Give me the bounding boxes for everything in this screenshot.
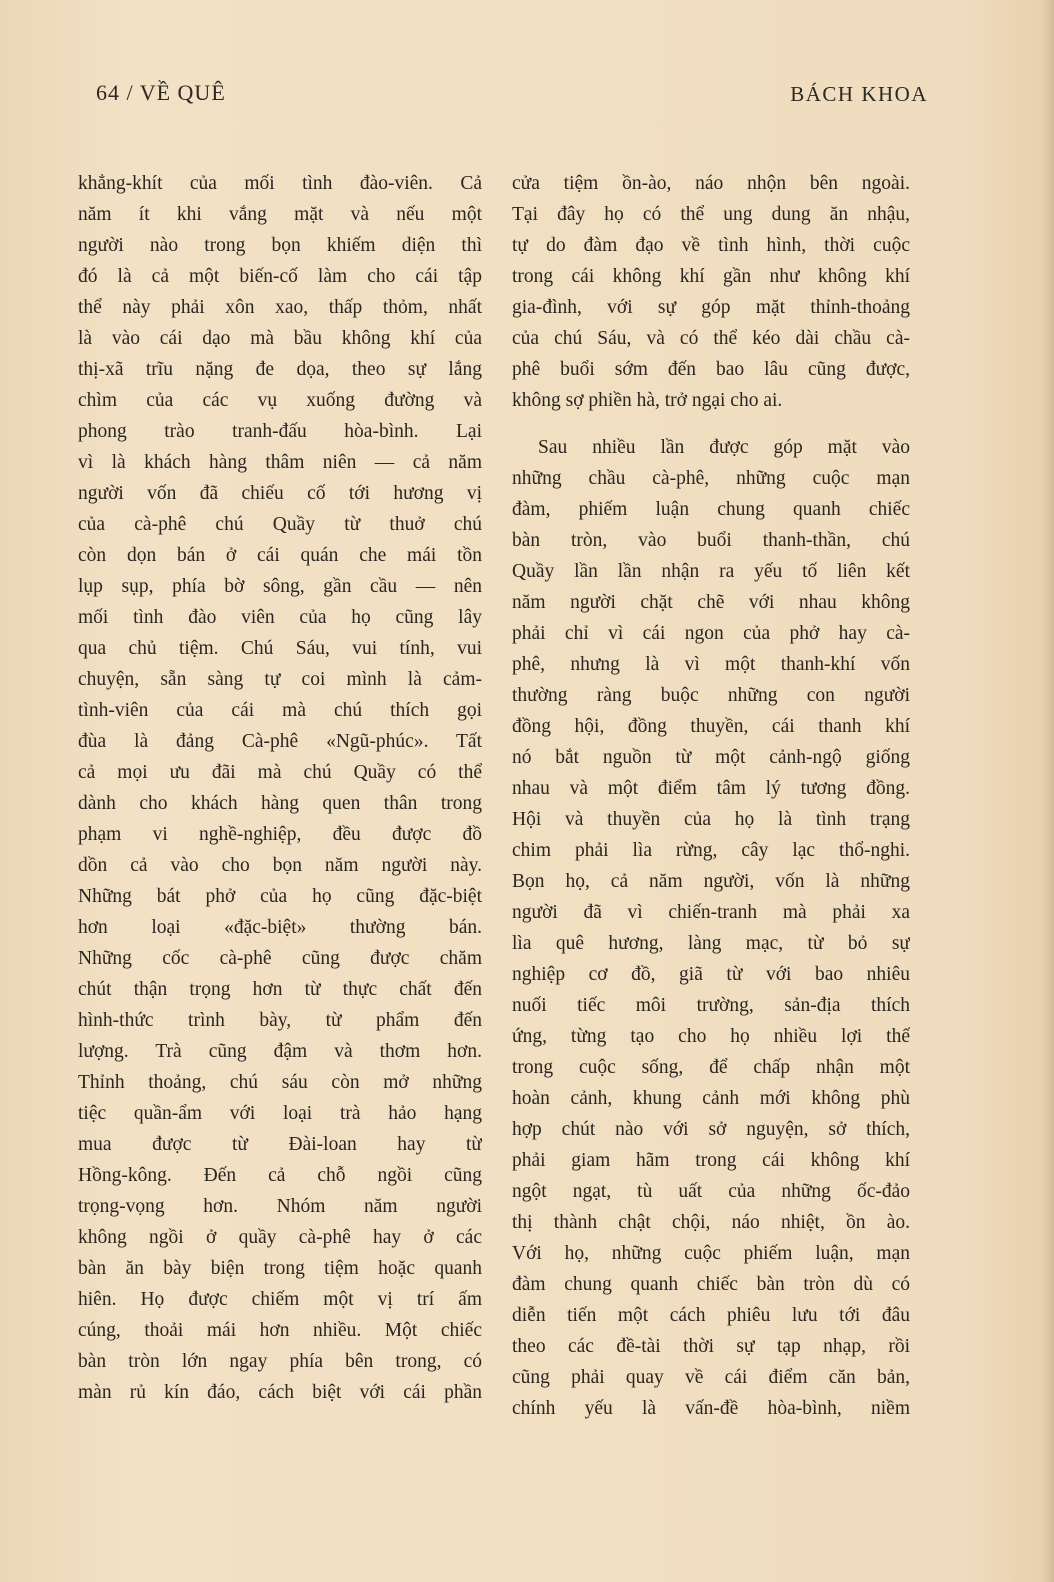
- text-line: trong cái không khí gần như không khí: [512, 266, 910, 287]
- text-line: hình-thức trình bày, từ phẩm đến: [78, 1010, 482, 1031]
- text-line: tiệc quần-ẩm với loại trà hảo hạng: [78, 1103, 482, 1124]
- text-line: những chầu cà-phê, những cuộc mạn: [512, 468, 910, 489]
- text-line: diễn tiến một cách phiêu lưu tới đâu: [512, 1305, 910, 1326]
- text-line: gia-đình, với sự góp mặt thỉnh-thoảng: [512, 297, 910, 318]
- text-line: còn dọn bán ở cái quán che mái tồn: [78, 545, 482, 566]
- text-line: thể này phải xôn xao, thấp thỏm, nhất: [78, 297, 482, 318]
- text-line: không sợ phiền hà, trở ngại cho ai.: [512, 390, 783, 411]
- text-line: dồn cả vào cho bọn năm người này.: [78, 855, 482, 876]
- right-column: [512, 168, 910, 1424]
- text-line: nghiệp cơ đồ, giã từ với bao nhiêu: [512, 964, 910, 985]
- text-line: phê, nhưng là vì một thanh-khí vốn: [512, 654, 910, 675]
- text-line: thường ràng buộc những con người: [512, 685, 910, 706]
- text-line: Quầy lần lần nhận ra yếu tố liên kết: [512, 561, 910, 582]
- text-line: trọng-vọng hơn. Nhóm năm người: [78, 1196, 482, 1217]
- text-line: lìa quê hương, làng mạc, từ bỏ sự: [512, 933, 910, 954]
- text-line: lượng. Trà cũng đậm và thơm hơn.: [78, 1041, 482, 1062]
- text-line: đồng hội, đồng thuyền, cái thanh khí: [512, 716, 910, 737]
- text-line: tự do đàm đạo về tình hình, thời cuộc: [512, 235, 910, 256]
- text-line: chút thận trọng hơn từ thực chất đến: [78, 979, 482, 1000]
- text-line: ứng, từng tạo cho họ nhiều lợi thế: [512, 1026, 910, 1047]
- text-line: đàm chung quanh chiếc bàn tròn dù có: [512, 1274, 910, 1295]
- text-line: của chú Sáu, và có thể kéo dài chầu cà-: [512, 328, 910, 349]
- text-line: cũng phải quay về cái điểm căn bản,: [512, 1367, 910, 1388]
- text-line: qua chủ tiệm. Chú Sáu, vui tính, vui: [78, 638, 482, 659]
- text-line: Với họ, những cuộc phiếm luận, mạn: [512, 1243, 910, 1264]
- text-line: Hồng-kông. Đến cả chỗ ngồi cũng: [78, 1165, 482, 1186]
- text-line: nuối tiếc môi trường, sản-địa thích: [512, 995, 910, 1016]
- text-line: hợp chút nào với sở nguyện, sở thích,: [512, 1119, 910, 1140]
- text-line: của cà-phê chú Quầy từ thuở chú: [78, 514, 482, 535]
- text-line: phê buổi sớm đến bao lâu cũng được,: [512, 359, 910, 380]
- text-line: Thỉnh thoảng, chú sáu còn mở những: [78, 1072, 482, 1093]
- text-line: chim phải lìa rừng, cây lạc thổ-nghi.: [512, 840, 910, 861]
- text-line: ngột ngạt, tù uất của những ốc-đảo: [512, 1181, 910, 1202]
- text-line: theo các đề-tài thời sự tạp nhạp, rồi: [512, 1336, 910, 1357]
- paragraph-gap: [512, 416, 910, 432]
- text-line: phải giam hãm trong cái không khí: [512, 1150, 910, 1171]
- text-line: chìm của các vụ xuống đường và: [78, 390, 482, 411]
- text-line: mối tình đào viên của họ cũng lây: [78, 607, 482, 628]
- page-edge-shadow: [1042, 0, 1054, 1582]
- text-line: dành cho khách hàng quen thân trong: [78, 793, 482, 814]
- text-line: tình-viên của cái mà chú thích gọi: [78, 700, 482, 721]
- text-line: mua được từ Đài-loan hay từ: [78, 1134, 482, 1155]
- text-line: Hội và thuyền của họ là tình trạng: [512, 809, 910, 830]
- left-column: [78, 168, 482, 1408]
- page-header-title: 64 / VỀ QUÊ: [96, 80, 226, 105]
- text-line: hơn loại «đặc-biệt» thường bán.: [78, 917, 482, 938]
- text-line: trong cuộc sống, để chấp nhận một: [512, 1057, 910, 1078]
- text-line: hoàn cảnh, khung cảnh mới không phù: [512, 1088, 910, 1109]
- text-line: màn rủ kín đáo, cách biệt với cái phần: [78, 1382, 482, 1403]
- text-line: người nào trong bọn khiếm diện thì: [78, 235, 482, 256]
- text-line: hiên. Họ được chiếm một vị trí ấm: [78, 1289, 482, 1310]
- text-line: năm ít khi vắng mặt và nếu một: [78, 204, 482, 225]
- text-line: nó bắt nguồn từ một cảnh-ngộ giống: [512, 747, 910, 768]
- text-line: năm người chặt chẽ với nhau không: [512, 592, 910, 613]
- text-line: đàm, phiếm luận chung quanh chiếc: [512, 499, 910, 520]
- text-line: cả mọi ưu đãi mà chú Quầy có thể: [78, 762, 482, 783]
- text-line: thị-xã trĩu nặng đe dọa, theo sự lắng: [78, 359, 482, 380]
- text-line: người đã vì chiến-tranh mà phải xa: [512, 902, 910, 923]
- magazine-name: BÁCH KHOA: [790, 82, 928, 106]
- text-line: Tại đây họ có thể ung dung ăn nhậu,: [512, 204, 910, 225]
- text-line: chuyện, sẵn sàng tự coi mình là cảm-: [78, 669, 482, 690]
- text-line: vì là khách hàng thâm niên — cả năm: [78, 452, 482, 473]
- text-line: đùa là đảng Cà-phê «Ngũ-phúc». Tất: [78, 731, 482, 752]
- text-line: bàn tròn, vào buổi thanh-thần, chú: [512, 530, 910, 551]
- text-line: Sau nhiều lần được góp mặt vào: [538, 437, 910, 458]
- text-line: cúng, thoải mái hơn nhiều. Một chiếc: [78, 1320, 482, 1341]
- text-line: Bọn họ, cả năm người, vốn là những: [512, 871, 910, 892]
- text-line: phạm vi nghề-nghiệp, đều được đồ: [78, 824, 482, 845]
- text-line: nhau và một điểm tâm lý tương đồng.: [512, 778, 910, 799]
- text-line: bàn tròn lớn ngay phía bên trong, có: [78, 1351, 482, 1372]
- text-line: thị thành chật chội, náo nhiệt, ồn ào.: [512, 1212, 910, 1233]
- text-line: người vốn đã chiếu cố tới hương vị: [78, 483, 482, 504]
- text-line: Những cốc cà-phê cũng được chăm: [78, 948, 482, 969]
- text-line: bàn ăn bày biện trong tiệm hoặc quanh: [78, 1258, 482, 1279]
- text-line: cửa tiệm ồn-ào, náo nhộn bên ngoài.: [512, 173, 910, 194]
- text-line: Những bát phở của họ cũng đặc-biệt: [78, 886, 482, 907]
- text-line: đó là cả một biến-cố làm cho cái tập: [78, 266, 482, 287]
- text-line: phải chỉ vì cái ngon của phở hay cà-: [512, 623, 910, 644]
- text-line: phong trào tranh-đấu hòa-bình. Lại: [78, 421, 482, 442]
- text-line: không ngồi ở quầy cà-phê hay ở các: [78, 1227, 482, 1248]
- text-line: lụp sụp, phía bờ sông, gần cầu — nên: [78, 576, 482, 597]
- text-line: khẳng-khít của mối tình đào-viên. Cả: [78, 173, 482, 194]
- text-line: chính yếu là vấn-đề hòa-bình, niềm: [512, 1398, 910, 1419]
- text-line: là vào cái dạo mà bầu không khí của: [78, 328, 482, 349]
